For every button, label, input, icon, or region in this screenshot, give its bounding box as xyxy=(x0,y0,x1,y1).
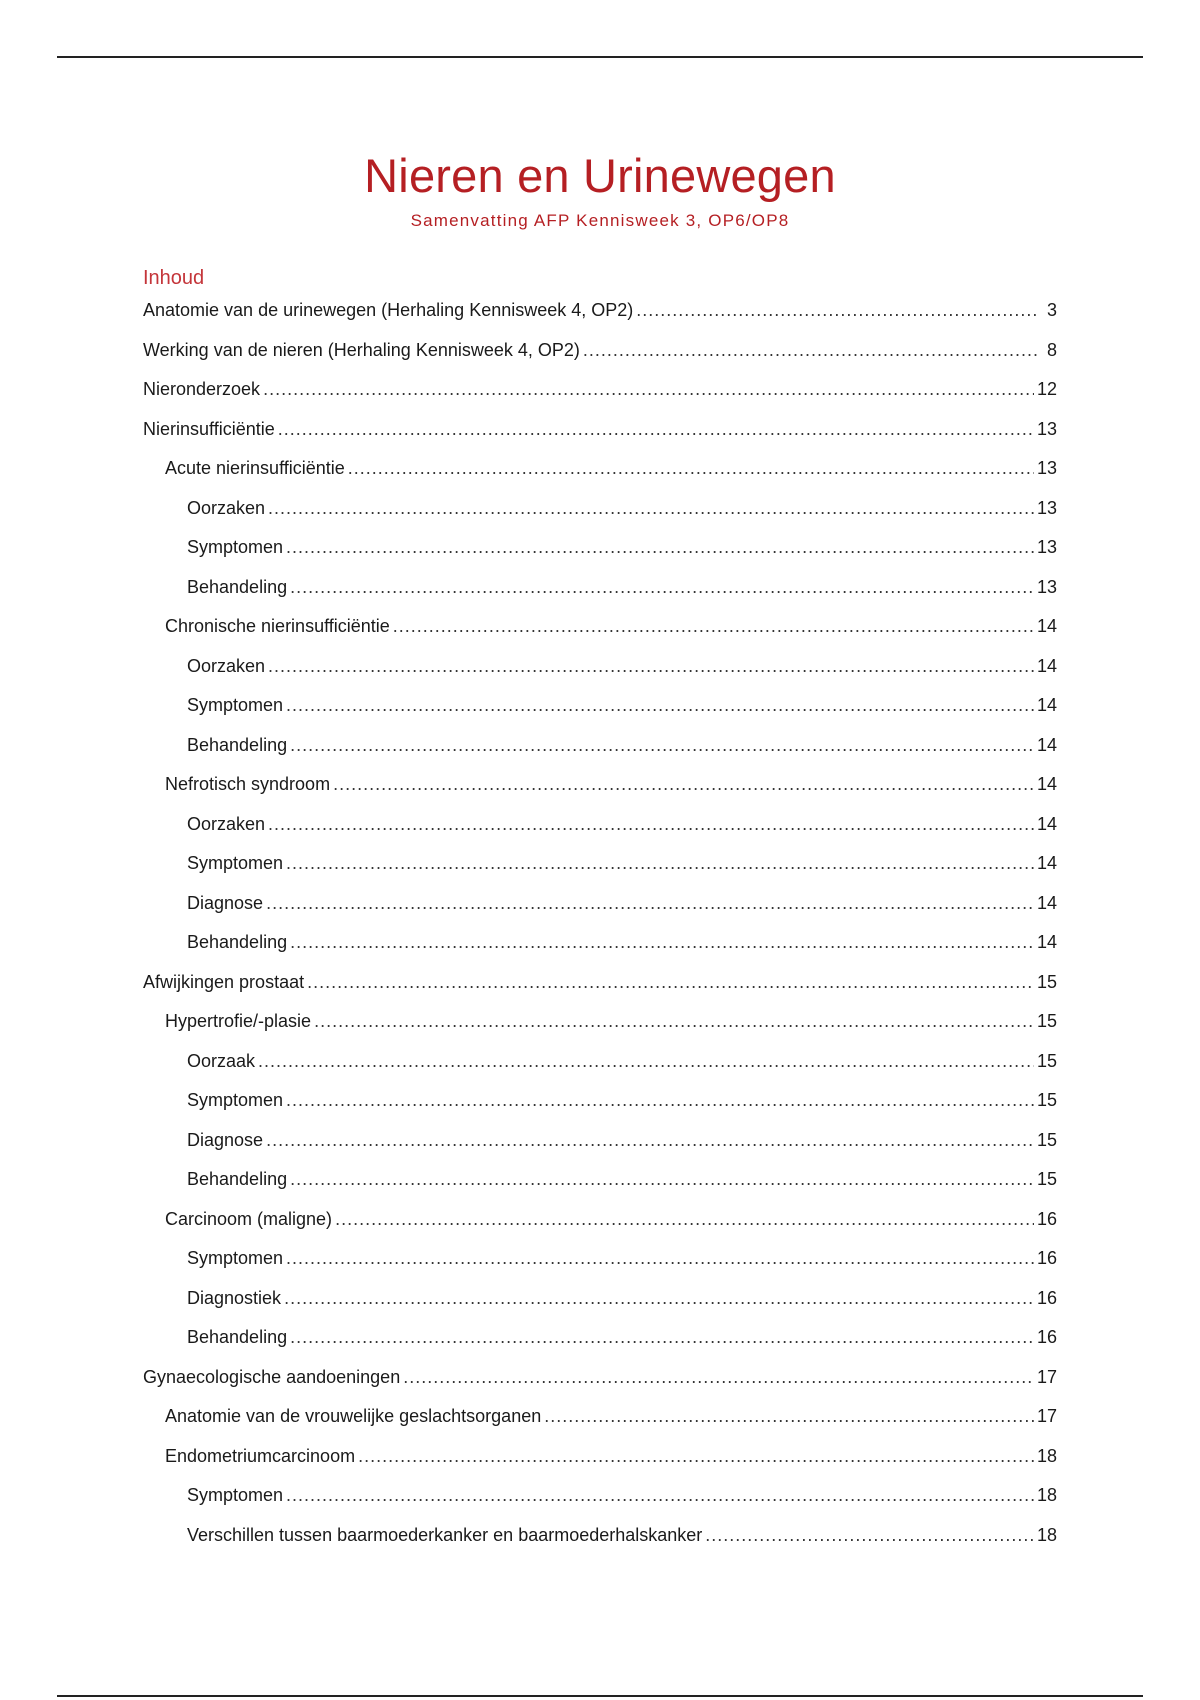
toc-entry-page[interactable]: 15 xyxy=(1036,1011,1057,1031)
toc-entry-label[interactable]: Acute nierinsufficiëntie xyxy=(165,458,345,478)
toc-leader-dots xyxy=(286,1239,1034,1279)
toc-entry-page[interactable]: 18 xyxy=(1036,1485,1057,1505)
toc-entry-label[interactable]: Behandeling xyxy=(187,734,288,755)
toc-entry-label[interactable]: Symptomen xyxy=(187,1248,284,1268)
toc-entry-page[interactable]: 13 xyxy=(1036,497,1057,518)
toc-entry-label[interactable]: Gynaecologische aandoeningen xyxy=(143,1366,401,1387)
toc-leader-dots xyxy=(286,1476,1034,1516)
toc-entry-label[interactable]: Nieronderzoek xyxy=(143,379,261,399)
toc-leader-dots xyxy=(583,331,1040,371)
toc-entry-page[interactable]: 17 xyxy=(1036,1366,1057,1387)
toc-leader-dots xyxy=(286,1081,1034,1121)
toc-entry[interactable] xyxy=(143,1437,1057,1477)
toc-entry-label[interactable]: Anatomie van de urinewegen (Herhaling Kennisweek 4, OP2) xyxy=(143,300,634,320)
toc-entry[interactable] xyxy=(143,1042,1057,1082)
toc-entry-label[interactable]: Endometriumcarcinoom xyxy=(165,1445,356,1466)
toc-leader-dots xyxy=(290,1318,1034,1358)
toc-entry-label[interactable]: Diagnose xyxy=(187,892,264,913)
toc-entry[interactable] xyxy=(143,805,1057,845)
toc-entry-label[interactable]: Werking van de nieren (Herhaling Kennisweek 4, OP2) xyxy=(143,339,580,360)
toc-entry-page[interactable]: 14 xyxy=(1036,655,1057,676)
toc-entry[interactable] xyxy=(143,1081,1057,1121)
toc-entry-page[interactable]: 12 xyxy=(1036,379,1057,399)
document-subtitle: Samenvatting AFP Kennisweek 3, OP6/OP8 xyxy=(410,211,790,230)
toc-leader-dots xyxy=(358,1437,1034,1477)
toc-leader-dots xyxy=(290,726,1034,766)
toc-entry[interactable] xyxy=(143,1358,1057,1398)
toc-entry-page[interactable]: 16 xyxy=(1036,1248,1057,1268)
toc-entry[interactable] xyxy=(143,923,1057,963)
toc-entry-label[interactable]: Diagnostiek xyxy=(187,1287,282,1308)
toc-entry[interactable] xyxy=(143,1318,1057,1358)
toc-leader-dots xyxy=(403,1358,1034,1398)
toc-entry-label[interactable]: Symptomen xyxy=(187,853,284,873)
toc-entry[interactable] xyxy=(143,410,1057,450)
toc-leader-dots xyxy=(348,449,1034,489)
toc-leader-dots xyxy=(307,963,1034,1003)
toc-entry-page[interactable]: 18 xyxy=(1036,1524,1057,1545)
toc-leader-dots xyxy=(266,1121,1034,1161)
toc-entry-page[interactable]: 15 xyxy=(1036,1050,1057,1071)
footer-rule xyxy=(57,1695,1143,1697)
toc-entry-page[interactable]: 13 xyxy=(1036,418,1057,439)
toc-entry[interactable] xyxy=(143,489,1057,529)
header-rule xyxy=(57,56,1143,58)
toc-leader-dots xyxy=(266,884,1034,924)
toc-entry[interactable] xyxy=(143,884,1057,924)
toc-leader-dots xyxy=(286,686,1034,726)
toc-entry-label[interactable]: Symptomen xyxy=(187,537,284,557)
toc-entry-page[interactable]: 17 xyxy=(1036,1406,1057,1426)
toc-entry[interactable] xyxy=(143,844,1057,884)
toc-entry-page[interactable]: 14 xyxy=(1036,695,1057,715)
toc-entry-page[interactable]: 18 xyxy=(1036,1445,1057,1466)
toc-entry-page[interactable]: 13 xyxy=(1036,576,1057,597)
toc-entry-label[interactable]: Verschillen tussen baarmoederkanker en baarmoederhalskanker xyxy=(187,1524,703,1545)
toc-leader-dots xyxy=(284,1279,1034,1319)
toc-entry[interactable] xyxy=(143,686,1057,726)
toc-entry[interactable] xyxy=(143,1516,1057,1556)
toc-leader-dots xyxy=(290,1160,1034,1200)
toc-entry[interactable] xyxy=(143,1279,1057,1319)
toc-leader-dots xyxy=(314,1002,1034,1042)
toc-leader-dots xyxy=(335,1200,1034,1240)
toc-entry-label[interactable]: Behandeling xyxy=(187,576,288,597)
toc-entry-page[interactable]: 3 xyxy=(1046,300,1057,320)
toc-entry[interactable] xyxy=(143,1121,1057,1161)
toc-leader-dots xyxy=(263,370,1034,410)
toc-leader-dots xyxy=(286,528,1034,568)
toc-entry-page[interactable]: 14 xyxy=(1036,734,1057,755)
toc-entry-label[interactable]: Oorzaken xyxy=(187,813,266,834)
toc-entry[interactable] xyxy=(143,528,1057,568)
toc-entry-label[interactable]: Diagnose xyxy=(187,1129,264,1150)
toc-entry-page[interactable]: 16 xyxy=(1036,1287,1057,1308)
toc-entry-page[interactable]: 14 xyxy=(1036,892,1057,913)
toc-entry-page[interactable]: 16 xyxy=(1036,1327,1057,1347)
toc-entry[interactable] xyxy=(143,370,1057,410)
toc-leader-dots xyxy=(278,410,1034,450)
toc-leader-dots xyxy=(393,607,1034,647)
toc-entry-page[interactable]: 15 xyxy=(1036,1169,1057,1189)
table-of-contents xyxy=(143,291,1057,1555)
toc-entry-page[interactable]: 14 xyxy=(1036,932,1057,952)
toc-leader-dots xyxy=(290,923,1034,963)
toc-entry-label[interactable]: Behandeling xyxy=(187,932,288,952)
toc-entry-label[interactable]: Oorzaken xyxy=(187,655,266,676)
toc-entry-label[interactable]: Nefrotisch syndroom xyxy=(165,774,331,794)
toc-entry-label[interactable]: Behandeling xyxy=(187,1327,288,1347)
toc-entry[interactable] xyxy=(143,331,1057,371)
toc-leader-dots xyxy=(268,805,1034,845)
toc-leader-dots xyxy=(544,1397,1034,1437)
toc-entry-label[interactable]: Nierinsufficiëntie xyxy=(143,418,275,439)
toc-leader-dots xyxy=(705,1516,1034,1556)
toc-entry[interactable] xyxy=(143,1476,1057,1516)
toc-leader-dots xyxy=(268,647,1034,687)
toc-entry-page[interactable]: 14 xyxy=(1036,616,1057,636)
toc-entry-page[interactable]: 15 xyxy=(1036,1129,1057,1150)
toc-entry-label[interactable]: Oorzaken xyxy=(187,497,266,518)
toc-leader-dots xyxy=(290,568,1034,608)
toc-entry[interactable] xyxy=(143,568,1057,608)
toc-entry-label[interactable]: Anatomie van de vrouwelijke geslachtsorganen xyxy=(165,1406,542,1426)
toc-entry-label[interactable]: Behandeling xyxy=(187,1169,288,1189)
toc-entry-page[interactable]: 16 xyxy=(1036,1208,1057,1229)
toc-entry[interactable] xyxy=(143,1002,1057,1042)
toc-entry-page[interactable]: 14 xyxy=(1036,813,1057,834)
toc-entry-label[interactable]: Chronische nierinsufficiëntie xyxy=(165,616,390,636)
toc-entry[interactable] xyxy=(143,963,1057,1003)
toc-heading: Inhoud xyxy=(143,267,205,289)
toc-leader-dots xyxy=(333,765,1034,805)
toc-entry[interactable] xyxy=(143,607,1057,647)
toc-entry[interactable] xyxy=(143,1239,1057,1279)
toc-leader-dots xyxy=(268,489,1034,529)
toc-entry-page[interactable]: 15 xyxy=(1036,971,1057,992)
toc-entry-label[interactable]: Symptomen xyxy=(187,1090,284,1110)
toc-leader-dots xyxy=(258,1042,1034,1082)
toc-entry-page[interactable]: 13 xyxy=(1036,458,1057,478)
toc-entry-label[interactable]: Hypertrofie/-plasie xyxy=(165,1011,312,1031)
toc-entry-page[interactable]: 8 xyxy=(1046,339,1057,360)
toc-leader-dots xyxy=(636,291,1040,331)
toc-entry[interactable] xyxy=(143,765,1057,805)
toc-entry-label[interactable]: Carcinoom (maligne) xyxy=(165,1208,333,1229)
toc-entry[interactable] xyxy=(143,1397,1057,1437)
toc-entry[interactable] xyxy=(143,1160,1057,1200)
toc-entry[interactable] xyxy=(143,647,1057,687)
toc-entry[interactable] xyxy=(143,1200,1057,1240)
title-block xyxy=(0,148,1200,231)
toc-entry-page[interactable]: 14 xyxy=(1036,853,1057,873)
toc-entry[interactable] xyxy=(143,449,1057,489)
toc-entry-label[interactable]: Symptomen xyxy=(187,695,284,715)
document-title: Nieren en Urinewegen xyxy=(364,149,836,202)
toc-leader-dots xyxy=(286,844,1034,884)
toc-entry[interactable] xyxy=(143,726,1057,766)
toc-entry-label[interactable]: Afwijkingen prostaat xyxy=(143,971,305,992)
toc-entry[interactable] xyxy=(143,291,1057,331)
toc-entry-page[interactable]: 15 xyxy=(1036,1090,1057,1110)
toc-entry-label[interactable]: Oorzaak xyxy=(187,1050,256,1071)
toc-entry-page[interactable]: 14 xyxy=(1036,774,1057,794)
toc-entry-page[interactable]: 13 xyxy=(1036,537,1057,557)
toc-entry-label[interactable]: Symptomen xyxy=(187,1485,284,1505)
